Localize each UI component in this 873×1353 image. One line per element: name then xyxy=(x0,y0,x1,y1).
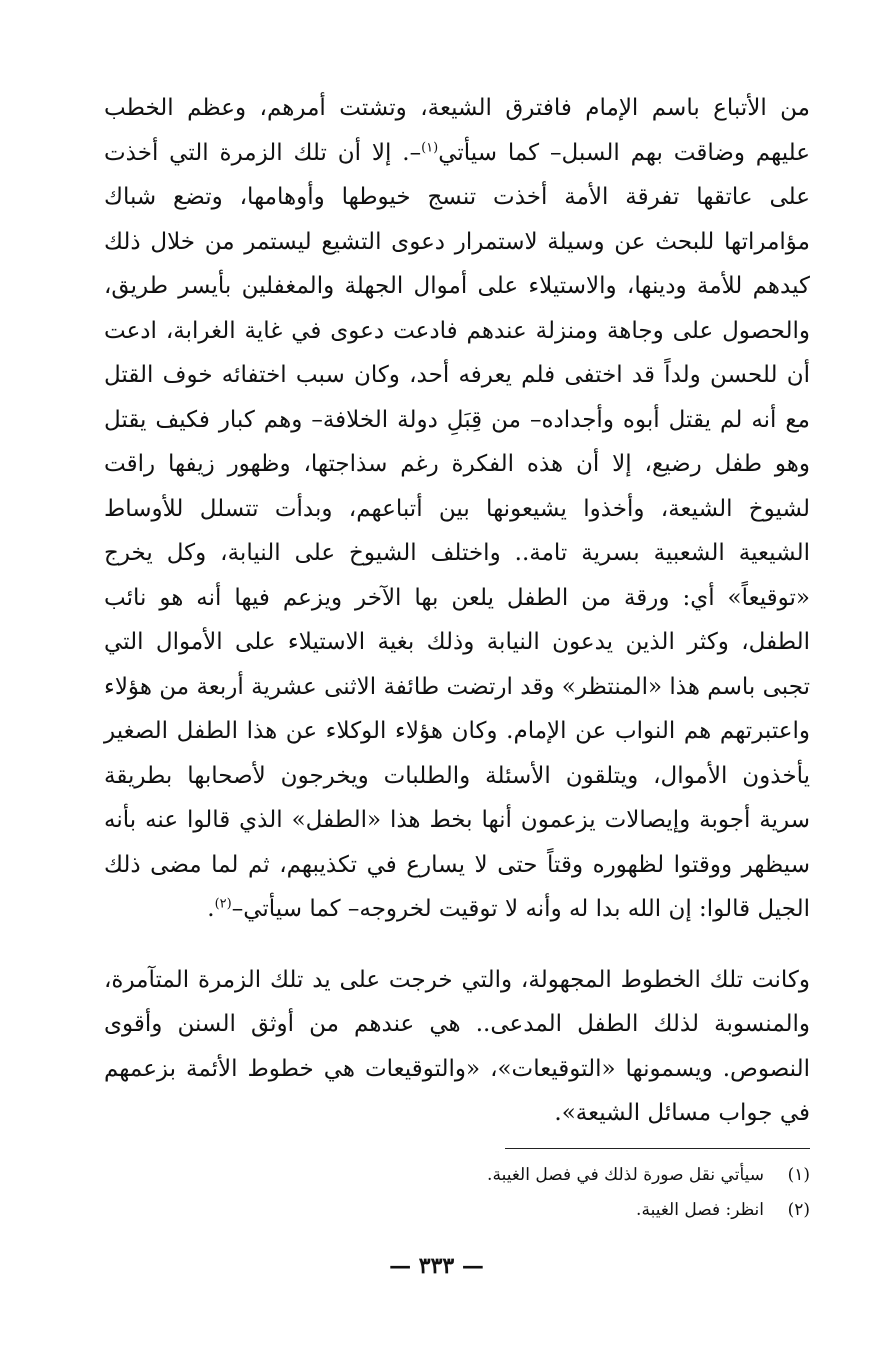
page-number: — ٣٣٣ — xyxy=(389,1253,484,1279)
body-paragraph-2: وكانت تلك الخطوط المجهولة، والتي خرجت على يد تلك الزمرة المتآمرة، والمنسوبة لذلك الطفل المدعى.. هي عندهم من أوثق السنن وأقوى النصوص. ويسمونها «التوقيعات»، «والتوقيعات هي خطوط الأئمة بزعمهم في جواب مسائل الشيعة». xyxy=(104,966,810,1126)
footnote-2 xyxy=(104,1193,810,1228)
page-body xyxy=(104,86,810,1136)
footnote-2-number: (٢) xyxy=(787,1200,810,1220)
footnote-reference-1: (١) xyxy=(421,139,439,155)
footnote-1 xyxy=(104,1158,810,1193)
footnote-1-number: (١) xyxy=(787,1165,810,1185)
footnote-reference-2: (٢) xyxy=(214,896,232,912)
footnote-2-text: انظر: فصل الغيبة. xyxy=(636,1200,764,1220)
footnote-divider xyxy=(505,1148,810,1149)
paragraph-1-part-2: –. إلا أن تلك الزمرة التي أخذت على عاتقها تفرقة الأمة أخذت تنسج خيوطها وأوهامها، وتضع شباك مؤامراتها للبحث عن وسيلة لاستمرار دعوى التشيع ليستمر من خلال ذلك كيدهم للأمة ودينها، والاستيلاء على أموال الجهلة والمغفلين بأيسر طريق، والحصول على وجاهة ومنزلة عندهم فادعت دعوى في غاية الغرابة، ادعت أن للحسن ولداً قد اختفى فلم يعرفه أحد، وكان سبب اختفائه خوف القتل مع أنه لم يقتل أبوه وأجداده– من قِبَلِ دولة الخلافة– وهم كبار فكيف يقتل وهو طفل رضيع، إلا أن هذه الفكرة رغم سذاجتها، وظهور زيفها راقت لشيوخ الشيعة، وأخذوا يشيعونها بين أتباعهم، وبدأت تتسلل للأوساط الشيعية الشعبية بسرية تامة.. واختلف الشيوخ على النيابة، وكل يخرج «توقيعاً» أي: ورقة من الطفل يلعن بها الآخر ويزعم فيها أنه هو نائب الطفل، وكثر الذين يدعون النيابة وذلك بغية الاستيلاء على الأموال التي تجبى باسم هذا «المنتظر» وقد ارتضت طائفة الاثنى عشرية أربعة من هؤلاء واعتبرتهم هم النواب عن الإمام. وكان هؤلاء الوكلاء عن هذا الطفل الصغير يأخذون الأموال، ويتلقون الأسئلة والطلبات ويخرجون لأصحابها بطريقة سرية أجوبة وإيصالات يزعمون أنها بخط هذا «الطفل» الذي قالوا عنه بأنه سيظهر ووقتوا لظهوره وقتاً حتى لا يسارع في تكذيبهم، ثم لما مضى ذلك الجيل قالوا: إن الله بدا له وأنه لا توقيت لخروجه– كما سيأتي– xyxy=(104,139,811,922)
body-paragraph-1 xyxy=(104,86,810,932)
paragraph-1-part-3: . xyxy=(207,896,215,922)
footnote-1-text: سيأتي نقل صورة لذلك في فصل الغيبة. xyxy=(487,1165,764,1185)
footnotes xyxy=(104,1158,810,1228)
paragraph-1-part-1: من الأتباع باسم الإمام فافترق الشيعة، وتشتت أمرهم، وعظم الخطب عليهم وضاقت بهم السبل– كما سيأتي xyxy=(104,95,810,166)
